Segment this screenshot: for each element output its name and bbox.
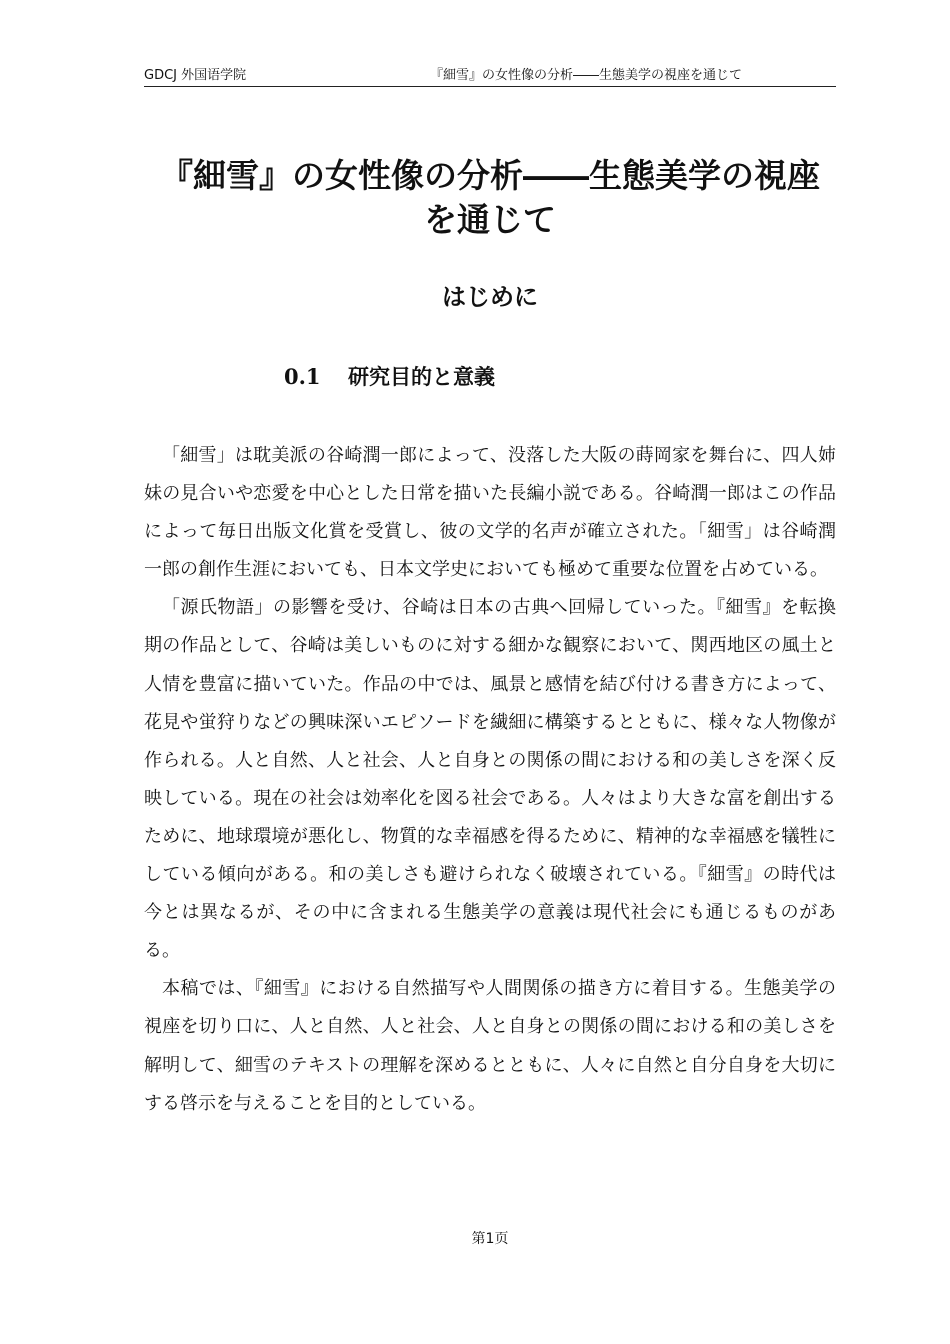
header-running-title: 『細雪』の女性像の分析――生態美学の視座を通じて xyxy=(430,68,743,83)
page-number: 第1页 xyxy=(471,1231,509,1247)
paragraph-1: 「細雪」は耽美派の谷崎潤一郎によって、没落した大阪の蒔岡家を舞台に、四人姉妹の見合いや恋愛を中心とした日常を描いた長編小説である。谷崎潤一郎はこの作品によって毎日出版文化賞を受賞し、彼の文学的名声が確立された。「細雪」は谷崎潤一郎の創作生涯においても、日本文学史においても極めて重要な位置を占めている。 xyxy=(144,445,836,581)
section-heading: はじめに xyxy=(442,282,538,311)
paragraph-2: 「源氏物語」の影響を受け、谷崎は日本の古典へ回帰していった。『細雪』を転換期の作品として、谷崎は美しいものに対する細かな観察において、関西地区の風土と人情を豊富に描いていた。作品の中では、風景と感情を結び付ける書き方によって、花見や蛍狩りなどの興味深いエピソードを繊細に構築するとともに、様々な人物像が作られる。人と自然、人と社会、人と自身との関係の間における和の美しさを深く反映している。現在の社会は効率化を図る社会である。人々はより大きな富を創出するために、地球環境が悪化し、物質的な幸福感を得るために、精神的な幸福感を犠牲にしている傾向がある。和の美しさも避けられなく破壊されている。『細雪』の時代は今とは異なるが、その中に含まれる生態美学の意義は現代社会にも通じるものがある。 xyxy=(144,597,836,962)
header-institution: GDCJ 外国语学院 xyxy=(144,68,247,83)
paper-title: 『細雪』の女性像の分析――生態美学の視座を通じて xyxy=(160,156,820,239)
running-header xyxy=(144,66,836,87)
body-text xyxy=(144,437,836,1123)
subsection-number: 0.1 xyxy=(284,364,321,389)
paragraph-3: 本稿では、『細雪』における自然描写や人間関係の描き方に着目する。生態美学の視座を切り口に、人と自然、人と社会、人と自身との関係の間における和の美しさを解明して、細雪のテキストの理解を深めるとともに、人々に自然と自分自身を大切にする啓示を与えることを目的としている。 xyxy=(144,978,836,1114)
subsection-heading xyxy=(284,362,495,392)
subsection-title: 研究目的と意義 xyxy=(348,364,495,389)
